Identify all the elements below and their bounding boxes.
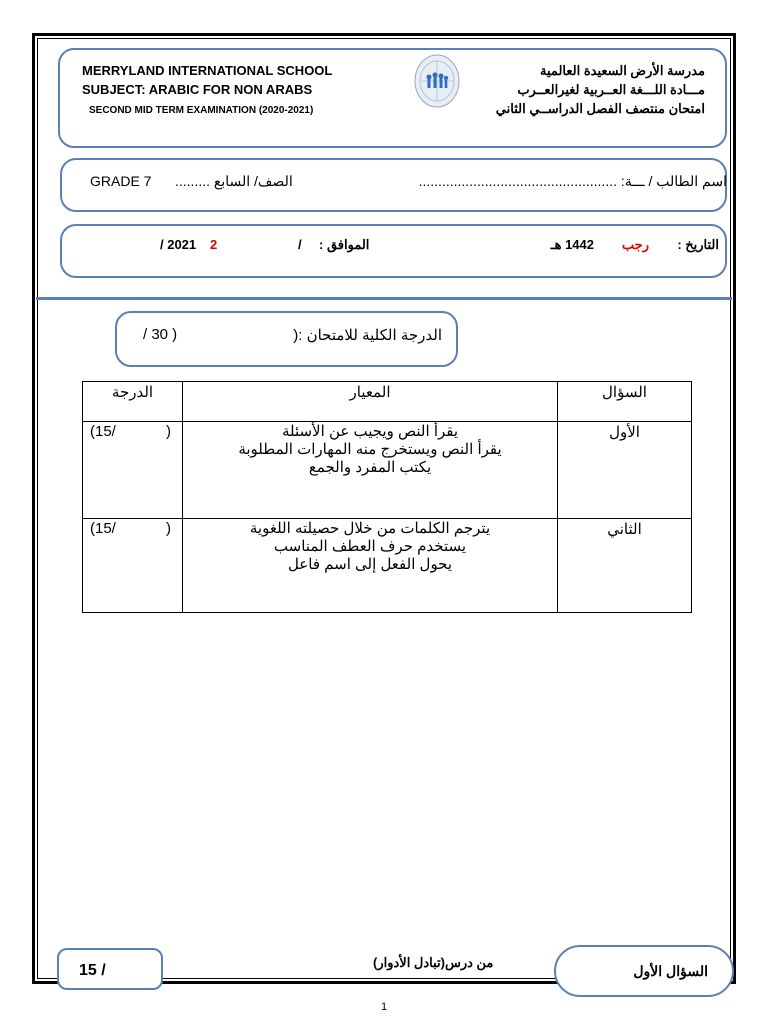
table-header-row — [83, 382, 692, 422]
criteria-line: يقرأ النص ويستخرج منه المهارات المطلوبة — [238, 441, 502, 458]
gregorian-month: 2 — [210, 237, 218, 252]
criteria-line: يترجم الكلمات من خلال حصيلته اللغوية — [249, 520, 491, 537]
score-close: ) — [166, 520, 171, 537]
criteria-cell — [183, 422, 558, 519]
criteria-table — [82, 381, 692, 613]
header-grade: الدرجة — [83, 382, 183, 422]
table-row — [83, 519, 692, 613]
grade-en: GRADE 7 — [90, 173, 152, 189]
question-cell: الأول — [558, 422, 692, 519]
hijri-date-label: التاريخ : — [677, 237, 719, 252]
school-name-ar: مدرسة الأرض السعيدة العالمية — [540, 63, 705, 78]
table-row — [83, 422, 692, 519]
exam-title-ar: امتحان منتصف الفصل الدراســي الثاني — [495, 101, 705, 116]
gregorian-separator: / — [298, 237, 302, 252]
footer-score-box — [57, 948, 163, 990]
school-logo-icon — [413, 53, 461, 109]
score-open: (15/ — [90, 423, 116, 440]
header-criteria: المعيار — [183, 382, 558, 422]
gregorian-year: / 2021 — [160, 237, 197, 252]
exam-title-en: SECOND MID TERM EXAMINATION (2020-2021) — [89, 105, 314, 116]
total-score-label: الدرجة الكلية للامتحان :( — [293, 327, 442, 344]
question-label: السؤال الأول — [633, 963, 708, 979]
score-cell — [83, 422, 183, 519]
lesson-title: من درس(تبادل الأدوار) — [373, 955, 494, 970]
score-open: (15/ — [90, 520, 116, 537]
criteria-cell — [183, 519, 558, 613]
class-field: الصف/ السابع ......... — [175, 173, 293, 189]
gregorian-date-label: الموافق : — [319, 237, 370, 252]
criteria-line: يستخدم حرف العطف المناسب — [273, 538, 467, 555]
page-number: 1 — [380, 1001, 388, 1013]
question-label-box — [554, 945, 734, 997]
school-name-en: MERRYLAND INTERNATIONAL SCHOOL — [82, 63, 333, 78]
score-cell — [83, 519, 183, 613]
header-box — [58, 48, 727, 148]
score-close: ) — [166, 423, 171, 440]
criteria-line: يكتب المفرد والجمع — [308, 459, 432, 476]
criteria-line: يقرأ النص ويجيب عن الأسئلة — [281, 423, 459, 440]
date-box — [60, 224, 727, 278]
header-separator — [36, 297, 732, 300]
question-cell: الثاني — [558, 519, 692, 613]
criteria-line: يحول الفعل إلى اسم فاعل — [287, 556, 453, 573]
footer-score: 15 / — [79, 962, 106, 979]
subject-en: SUBJECT: ARABIC FOR NON ARABS — [82, 82, 313, 97]
total-score-value: / 30 ) — [143, 326, 178, 343]
subject-ar: مـــادة اللـــغة العــربية لغيرالعــرب — [517, 82, 705, 97]
student-name-field: اسم الطالب / ـــة: ................................................... — [418, 173, 727, 189]
total-score-box — [115, 311, 458, 367]
student-info-box — [60, 158, 727, 212]
hijri-month: رجب — [621, 237, 649, 252]
hijri-year: 1442 هـ — [550, 237, 594, 252]
header-question: السؤال — [558, 382, 692, 422]
